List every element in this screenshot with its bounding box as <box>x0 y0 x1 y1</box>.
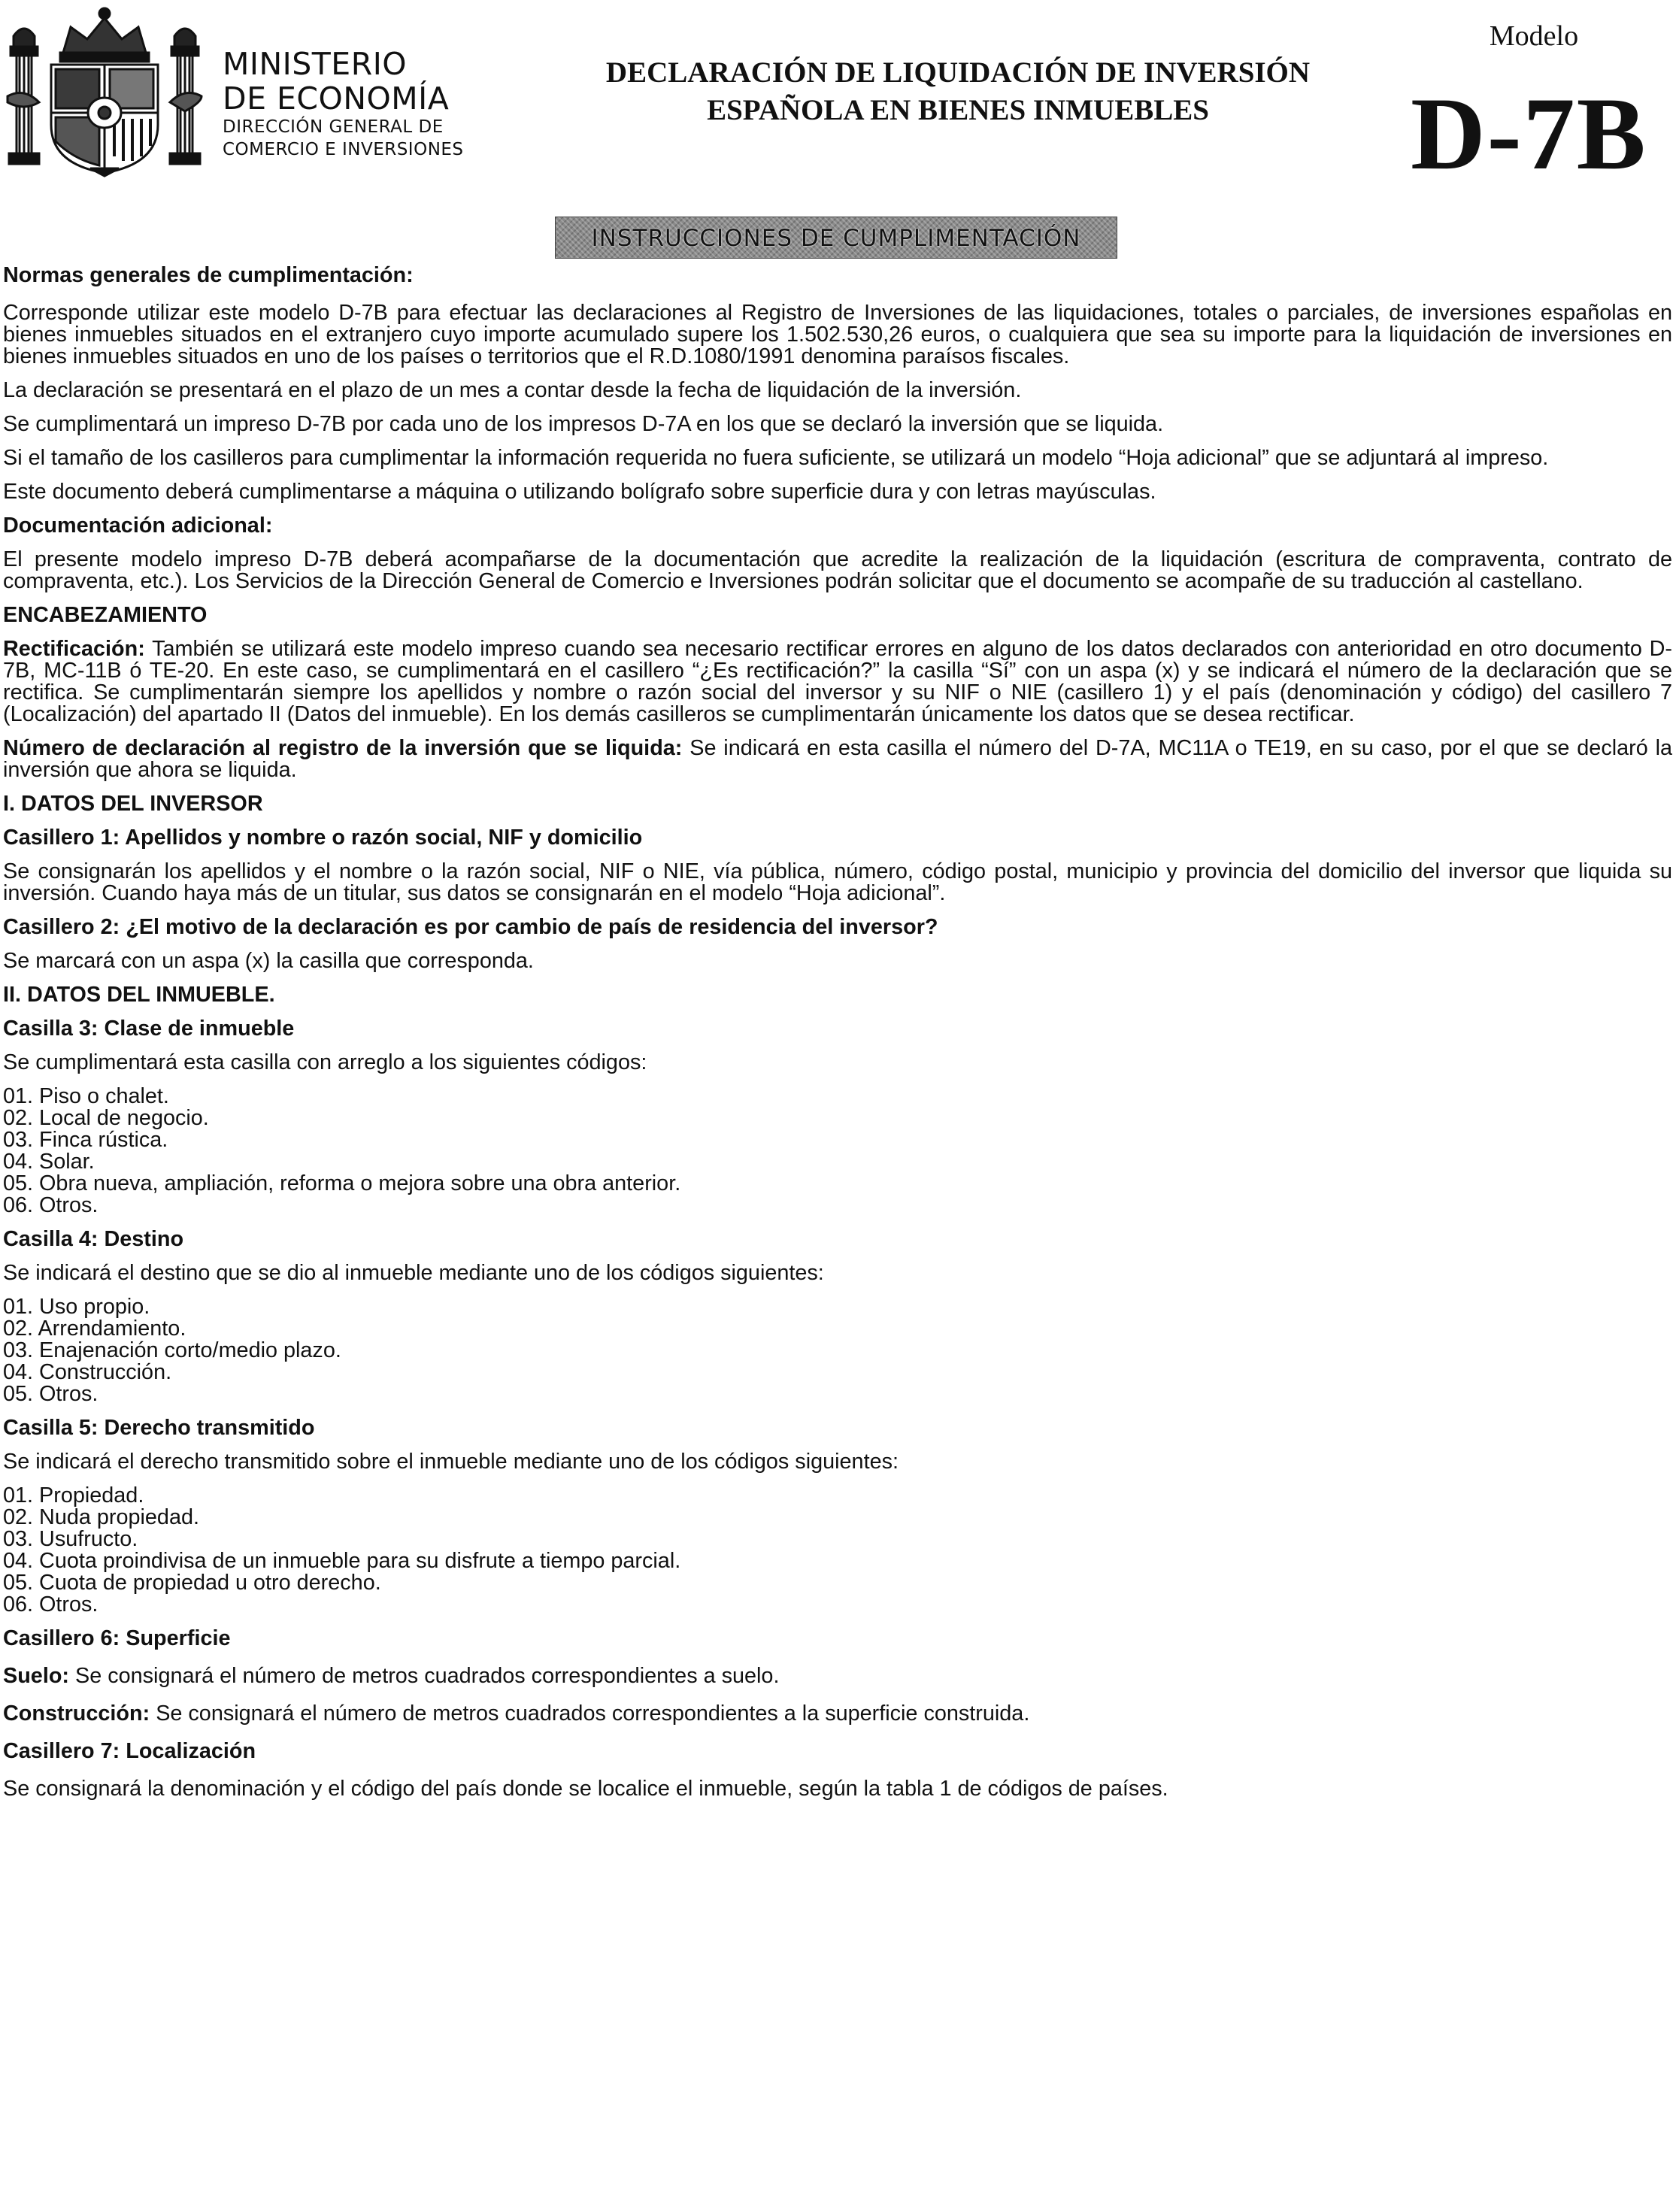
casillero-7-heading: Casillero 7: Localización <box>3 1739 256 1763</box>
casilla-3-text: Se cumplimentará esta casilla con arreglo a los siguientes códigos: <box>3 1050 647 1074</box>
casillero-7-text: Se consignará la denominación y el código del país donde se localice el inmueble, según la tabla 1 de códigos de países. <box>3 1777 1168 1801</box>
list-item: 01. Propiedad. <box>3 1483 144 1507</box>
casilla-4-heading: Casilla 4: Destino <box>3 1227 184 1251</box>
list-item: 05. Obra nueva, ampliación, reforma o mejora sobre una obra anterior. <box>3 1171 681 1195</box>
casillero-1-heading: Casillero 1: Apellidos y nombre o razón social, NIF y domicilio <box>3 826 643 850</box>
list-item: 02. Nuda propiedad. <box>3 1505 199 1529</box>
suelo-label: Suelo: <box>3 1664 69 1688</box>
list-item: 03. Enajenación corto/medio plazo. <box>3 1338 341 1362</box>
modelo-code: D-7B <box>1411 76 1647 191</box>
list-item: 05. Otros. <box>3 1382 98 1406</box>
normas-paragraph-3: Se cumplimentará un impreso D-7B por cada uno de los impresos D-7A en los que se declaró la inversión que se liquida. <box>3 412 1164 436</box>
ministry-name-line2: DE ECONOMÍA <box>223 80 450 117</box>
documentacion-paragraph: El presente modelo impreso D-7B deberá acompañarse de la documentación que acredite la realización de la liquidación (escritura de compraventa, contrato de compraventa, etc.). Los Servicios de la Dirección General de Comercio e Inversiones podrán solicitar que el documento se acompañe de su traducción al castellano. <box>3 547 1672 593</box>
datos-inmueble-heading: II. DATOS DEL INMUEBLE. <box>3 983 275 1007</box>
documentacion-heading: Documentación adicional: <box>3 514 273 538</box>
rectificacion-label: Rectificación: <box>3 637 145 661</box>
construccion-paragraph <box>3 1703 1672 1725</box>
document-title-line1: DECLARACIÓN DE LIQUIDACIÓN DE INVERSIÓN <box>605 56 1311 89</box>
construccion-label: Construcción: <box>3 1701 150 1726</box>
casillero-1-text: Se consignarán los apellidos y el nombre o la razón social, NIF o NIE, vía pública, número, código postal, municipio y provincia del domicilio del inversor que liquida su inversión. Cuando haya más de un titular, sus datos se consignarán en el modelo “Hoja adicional”. <box>3 859 1672 905</box>
casillero-2-heading: Casillero 2: ¿El motivo de la declaración es por cambio de país de residencia del inversor? <box>3 915 938 939</box>
normas-paragraph-2: La declaración se presentará en el plazo de un mes a contar desde la fecha de liquidación de la inversión. <box>3 378 1022 402</box>
casilla-3-code-list <box>3 1086 1672 1217</box>
instructions-banner-text: INSTRUCCIONES DE CUMPLIMENTACIÓN <box>591 225 1081 252</box>
list-item: 01. Piso o chalet. <box>3 1084 169 1108</box>
document-title-line2: ESPAÑOLA EN BIENES INMUEBLES <box>707 94 1209 126</box>
casillero-6-heading: Casillero 6: Superficie <box>3 1626 231 1650</box>
instructions-body <box>3 265 1672 1800</box>
list-item: 04. Solar. <box>3 1150 95 1174</box>
directorate-line2: COMERCIO E INVERSIONES <box>223 140 464 159</box>
casilla-5-text: Se indicará el derecho transmitido sobre el inmueble mediante uno de los códigos siguientes: <box>3 1450 899 1474</box>
casilla-4-text: Se indicará el destino que se dio al inmueble mediante uno de los códigos siguientes: <box>3 1261 824 1285</box>
normas-paragraph-5: Este documento deberá cumplimentarse a máquina o utilizando bolígrafo sobre superficie dura y con letras mayúsculas. <box>3 480 1156 504</box>
casilla-5-heading: Casilla 5: Derecho transmitido <box>3 1416 315 1440</box>
list-item: 04. Construcción. <box>3 1360 172 1384</box>
spanish-coat-of-arms-icon <box>6 6 203 177</box>
list-item: 03. Usufructo. <box>3 1527 138 1551</box>
normas-heading: Normas generales de cumplimentación: <box>3 263 414 287</box>
list-item: 02. Arrendamiento. <box>3 1317 186 1341</box>
list-item: 02. Local de negocio. <box>3 1106 209 1130</box>
instructions-banner <box>555 217 1117 259</box>
list-item: 04. Cuota proindivisa de un inmueble para su disfrute a tiempo parcial. <box>3 1549 681 1573</box>
list-item: 05. Cuota de propiedad u otro derecho. <box>3 1571 381 1595</box>
list-item: 06. Otros. <box>3 1592 98 1617</box>
datos-inversor-heading: I. DATOS DEL INVERSOR <box>3 792 263 816</box>
normas-paragraph-4: Si el tamaño de los casilleros para cumplimentar la información requerida no fuera suficiente, se utilizará un modelo “Hoja adicional” que se adjuntará al impreso. <box>3 446 1549 470</box>
casilla-4-code-list <box>3 1296 1672 1405</box>
ministry-name-line1: MINISTERIO <box>223 46 408 82</box>
ministry-block <box>223 47 538 161</box>
document-title <box>559 54 1356 129</box>
list-item: 01. Uso propio. <box>3 1295 150 1319</box>
casilla-3-heading: Casilla 3: Clase de inmueble <box>3 1017 295 1041</box>
directorate-line1: DIRECCIÓN GENERAL DE <box>223 117 444 137</box>
modelo-label: Modelo <box>1489 20 1579 52</box>
construccion-text: Se consignará el número de metros cuadrados correspondientes a la superficie construida. <box>150 1701 1030 1726</box>
casillero-2-text: Se marcará con un aspa (x) la casilla que corresponda. <box>3 949 534 973</box>
numero-declaracion-label: Número de declaración al registro de la inversión que se liquida: <box>3 736 683 760</box>
casilla-5-code-list <box>3 1485 1672 1616</box>
list-item: 06. Otros. <box>3 1193 98 1217</box>
list-item: 03. Finca rústica. <box>3 1128 168 1152</box>
rectificacion-paragraph <box>3 638 1672 726</box>
suelo-paragraph <box>3 1665 1672 1687</box>
encabezamiento-heading: ENCABEZAMIENTO <box>3 603 208 627</box>
numero-declaracion-paragraph <box>3 738 1672 781</box>
suelo-text: Se consignará el número de metros cuadrados correspondientes a suelo. <box>69 1664 780 1688</box>
rectificacion-text: También se utilizará este modelo impreso cuando sea necesario rectificar errores en alguno de los datos declarados con anterioridad en otro documento D-7B, MC-11B ó TE-20. En este caso, se cumplimentará en el casillero “¿Es rectificación?” la casilla “Sí” con un aspa (x) y se indicará el número de la declaración que se rectifica. Se cumplimentarán siempre los apellidos y nombre o razón social del inversor y su NIF o NIE (casillero 1) y el país (denominación y código) del casillero 7 (Localización) del apartado II (Datos del inmueble). En los demás casilleros se cumplimentarán únicamente los datos que se desea rectificar. <box>3 637 1672 726</box>
numero-declaracion-text: Se indicará en esta casilla el número del D-7A, MC11A o TE19, en su caso, por el que se declaró la inversión que ahora se liquida. <box>3 736 1672 782</box>
normas-paragraph-1: Corresponde utilizar este modelo D-7B para efectuar las declaraciones al Registro de Inversiones de las liquidaciones, totales o parciales, de inversiones españolas en bienes inmuebles situados en el extranjero cuyo importe acumulado supere los 1.502.530,26 euros, o cualquiera que sea su importe para la liquidación de inversiones en bienes inmuebles situados en uno de los países o territorios que el R.D.1080/1991 denomina paraísos fiscales. <box>3 301 1672 368</box>
